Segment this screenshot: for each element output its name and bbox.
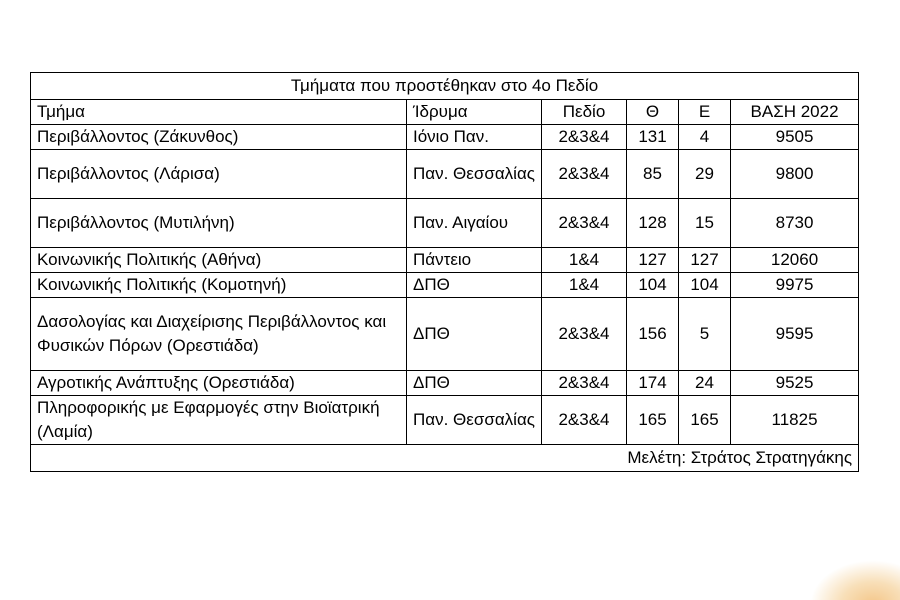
cell-tmima: Πληροφορικής με Εφαρμογές στην Βιοϊατρική (Λαμία) xyxy=(31,396,407,445)
header-idryma: Ίδρυμα xyxy=(407,100,542,125)
cell-pedio: 1&4 xyxy=(542,248,627,273)
cell-pedio: 2&3&4 xyxy=(542,371,627,396)
cell-vasi: 9525 xyxy=(731,371,859,396)
cell-pedio: 2&3&4 xyxy=(542,199,627,248)
cell-idryma: Παν. Θεσσαλίας xyxy=(407,150,542,199)
cell-th: 128 xyxy=(627,199,679,248)
cell-e: 15 xyxy=(679,199,731,248)
table-row xyxy=(31,248,859,273)
table-row xyxy=(31,371,859,396)
cell-e: 104 xyxy=(679,273,731,298)
table-row xyxy=(31,273,859,298)
cell-tmima: Περιβάλλοντος (Λάρισα) xyxy=(31,150,407,199)
table-row xyxy=(31,396,859,445)
cell-vasi: 8730 xyxy=(731,199,859,248)
table-row xyxy=(31,125,859,150)
corner-decoration xyxy=(810,560,900,600)
table-title: Τμήματα που προστέθηκαν στο 4ο Πεδίο xyxy=(31,73,859,100)
cell-pedio: 2&3&4 xyxy=(542,298,627,371)
cell-vasi: 9595 xyxy=(731,298,859,371)
cell-vasi: 12060 xyxy=(731,248,859,273)
cell-vasi: 9975 xyxy=(731,273,859,298)
cell-e: 127 xyxy=(679,248,731,273)
cell-th: 131 xyxy=(627,125,679,150)
cell-tmima: Δασολογίας και Διαχείρισης Περιβάλλοντος και Φυσικών Πόρων (Ορεστιάδα) xyxy=(31,298,407,371)
table-credit: Μελέτη: Στράτος Στρατηγάκης xyxy=(31,445,859,472)
cell-tmima: Κοινωνικής Πολιτικής (Κομοτηνή) xyxy=(31,273,407,298)
cell-pedio: 1&4 xyxy=(542,273,627,298)
cell-th: 104 xyxy=(627,273,679,298)
cell-tmima: Περιβάλλοντος (Ζάκυνθος) xyxy=(31,125,407,150)
cell-th: 165 xyxy=(627,396,679,445)
cell-tmima: Κοινωνικής Πολιτικής (Αθήνα) xyxy=(31,248,407,273)
header-row xyxy=(31,100,859,125)
cell-tmima: Περιβάλλοντος (Μυτιλήνη) xyxy=(31,199,407,248)
header-vasi: ΒΑΣΗ 2022 xyxy=(731,100,859,125)
cell-tmima: Αγροτικής Ανάπτυξης (Ορεστιάδα) xyxy=(31,371,407,396)
header-pedio: Πεδίο xyxy=(542,100,627,125)
header-e: Ε xyxy=(679,100,731,125)
cell-idryma: Ιόνιο Παν. xyxy=(407,125,542,150)
cell-vasi: 9505 xyxy=(731,125,859,150)
cell-e: 5 xyxy=(679,298,731,371)
cell-idryma: ΔΠΘ xyxy=(407,273,542,298)
table-row xyxy=(31,199,859,248)
cell-th: 127 xyxy=(627,248,679,273)
cell-pedio: 2&3&4 xyxy=(542,125,627,150)
cell-th: 156 xyxy=(627,298,679,371)
cell-vasi: 11825 xyxy=(731,396,859,445)
cell-idryma: Παν. Θεσσαλίας xyxy=(407,396,542,445)
table-row xyxy=(31,298,859,371)
cell-idryma: ΔΠΘ xyxy=(407,371,542,396)
cell-e: 29 xyxy=(679,150,731,199)
cell-pedio: 2&3&4 xyxy=(542,396,627,445)
institutions-table xyxy=(30,72,859,472)
cell-idryma: ΔΠΘ xyxy=(407,298,542,371)
cell-th: 174 xyxy=(627,371,679,396)
header-th: Θ xyxy=(627,100,679,125)
cell-e: 24 xyxy=(679,371,731,396)
cell-pedio: 2&3&4 xyxy=(542,150,627,199)
cell-idryma: Πάντειο xyxy=(407,248,542,273)
cell-th: 85 xyxy=(627,150,679,199)
cell-e: 165 xyxy=(679,396,731,445)
cell-idryma: Παν. Αιγαίου xyxy=(407,199,542,248)
header-tmima: Τμήμα xyxy=(31,100,407,125)
cell-e: 4 xyxy=(679,125,731,150)
table-row xyxy=(31,150,859,199)
cell-vasi: 9800 xyxy=(731,150,859,199)
